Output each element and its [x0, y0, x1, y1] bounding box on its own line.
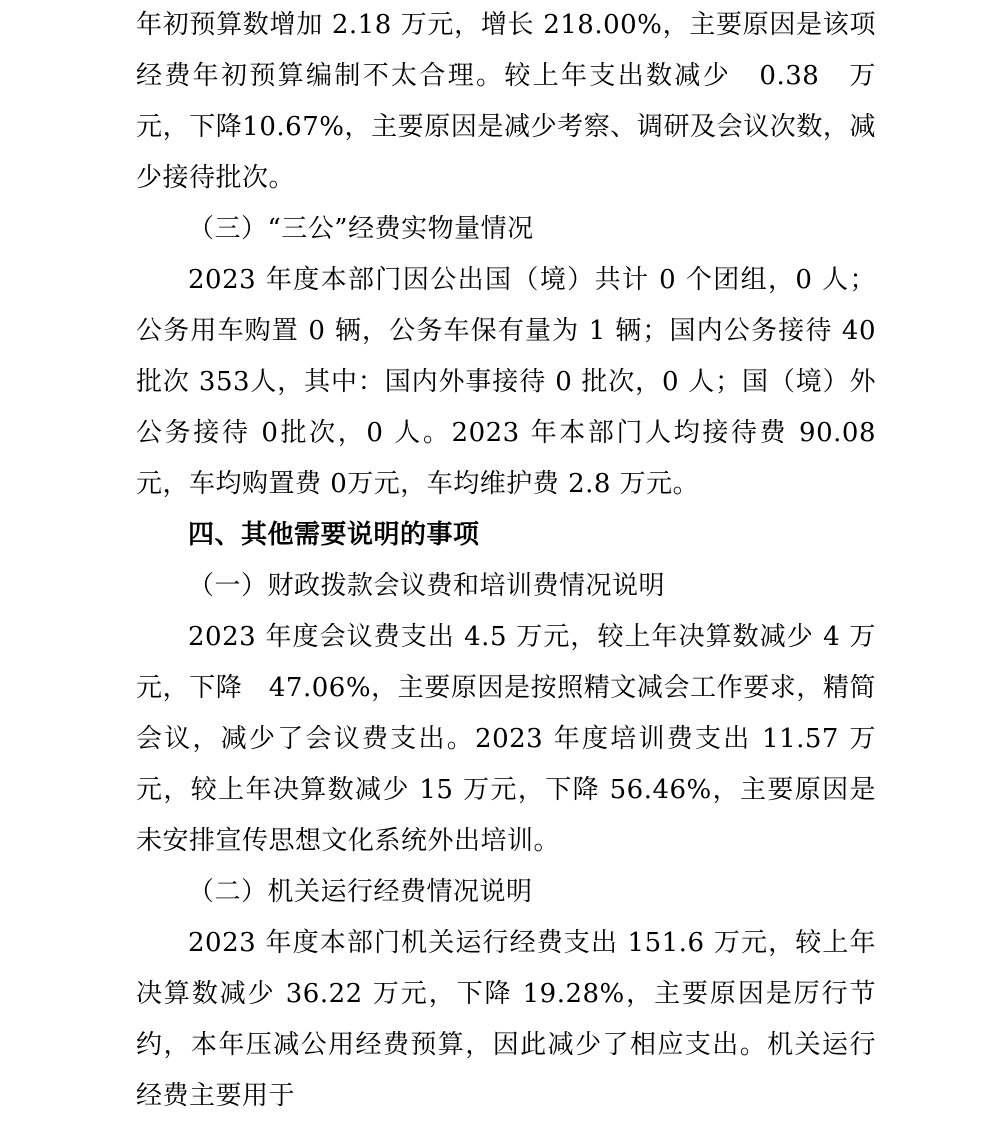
document-page [136, 0, 876, 1122]
subheading-meeting-training: （一）财政拨款会议费和培训费情况说明 [188, 571, 666, 601]
paragraph-travel-expense-change: 年初预算数增加 2.18 万元，增长 218.00%，主要原因是该项经费年初预算编制不太合理。较上年支出数减少 0.38 万元，下降10.67%，主要原因是减少考察、调研及会议次数，减少接待批次。 [136, 10, 876, 193]
paragraph-meeting-training: 2023 年度会议费支出 4.5 万元，较上年决算数减少 4 万元，下降 47.06%，主要原因是按照精文减会工作要求，精简会议，减少了会议费支出。2023 年度培训费支出 11.57 万元，较上年决算数减少 15 万元，下降 56.46%，主要原因是未安排宣传思想文化系统外出培训。 [136, 622, 876, 856]
subheading-operating-expense: （二）机关运行经费情况说明 [188, 877, 533, 907]
subheading-three-public-quantity: （三）“三公”经费实物量情况 [188, 214, 534, 244]
section-heading-other-matters: 四、其他需要说明的事项 [188, 520, 480, 550]
paragraph-operating-expense: 2023 年度本部门机关运行经费支出 151.6 万元，较上年决算数减少 36.22 万元，下降 19.28%，主要原因是厉行节约，本年压减公用经费预算，因此减少了相应支出。机关运行经费主要用于 [136, 928, 876, 1111]
paragraph-three-public-quantity: 2023 年度本部门因公出国（境）共计 0 个团组，0 人；公务用车购置 0 辆，公务车保有量为 1 辆；国内公务接待 40 批次 353人，其中：国内外事接待 0 批次，0 人；国（境）外公务接待 0批次，0 人。2023 年本部门人均接待费 90.08 元，车均购置费 0万元，车均维护费 2.8 万元。 [136, 265, 876, 499]
